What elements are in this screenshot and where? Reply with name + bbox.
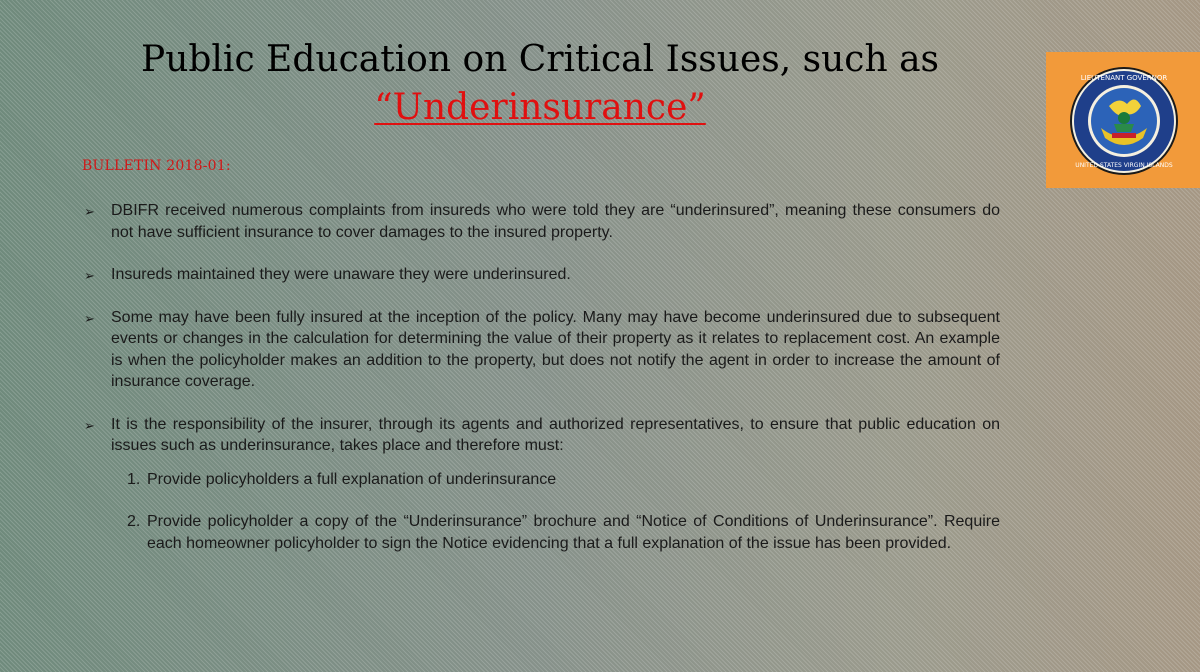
- title-line-2: [140, 84, 940, 132]
- bullet-text: It is the responsibility of the insurer, through its agents and authorized representatives, to ensure that public education on issues such as underinsurance, takes place and therefore must:: [111, 415, 1000, 454]
- bullet-text: Insureds maintained they were unaware they were underinsured.: [111, 266, 571, 283]
- bullet-text: Some may have been fully insured at the inception of the policy. Many may have become underinsured due to subsequent events or changes in the calculation for determining the value of their property as it relates to replacement cost. An example is when the policyholder makes an addition to the property, but does not notify the agent in order to increase the amount of insurance coverage.: [111, 308, 1000, 390]
- bullet-item: [82, 307, 1000, 393]
- arrow-bullet-icon: ➢: [84, 204, 95, 219]
- numbered-text: Provide policyholder a copy of the “Underinsurance” brochure and “Notice of Conditions of Underinsurance”. Require each homeowner policyholder to sign the Notice evidencing that a full explanation of the issue has been provided.: [147, 513, 1000, 552]
- numbered-text: Provide policyholders a full explanation of underinsurance: [147, 470, 557, 488]
- bullet-item: [82, 414, 1000, 457]
- title-line-1: Public Education on Critical Issues, such as: [140, 39, 940, 80]
- logo-box: [1046, 52, 1200, 188]
- arrow-bullet-icon: ➢: [84, 417, 95, 433]
- seal-logo-icon: [1069, 66, 1179, 176]
- numbered-item: [82, 511, 1000, 554]
- content-body: [82, 200, 1000, 575]
- bulletin-label: BULLETIN 2018-01:: [82, 158, 231, 174]
- bullet-text: DBIFR received numerous complaints from insureds who were told they are “underinsured”, meaning these consumers do not have sufficient insurance to cover damages to the insured property.: [111, 202, 1000, 241]
- bullet-item: [82, 200, 1000, 243]
- numbered-item: [82, 469, 1000, 491]
- arrow-bullet-icon: ➢: [84, 268, 95, 283]
- slide-title: [140, 36, 940, 132]
- title-underinsurance: “Underinsurance”: [374, 87, 706, 128]
- item-number: 2.: [127, 513, 141, 530]
- item-number: 1.: [127, 470, 141, 488]
- bullet-item: [82, 264, 1000, 286]
- svg-text:UNITED STATES VIRGIN ISLANDS: UNITED STATES VIRGIN ISLANDS: [1075, 162, 1173, 169]
- svg-text:LIEUTENANT GOVERNOR: LIEUTENANT GOVERNOR: [1080, 74, 1168, 82]
- arrow-bullet-icon: ➢: [84, 310, 95, 326]
